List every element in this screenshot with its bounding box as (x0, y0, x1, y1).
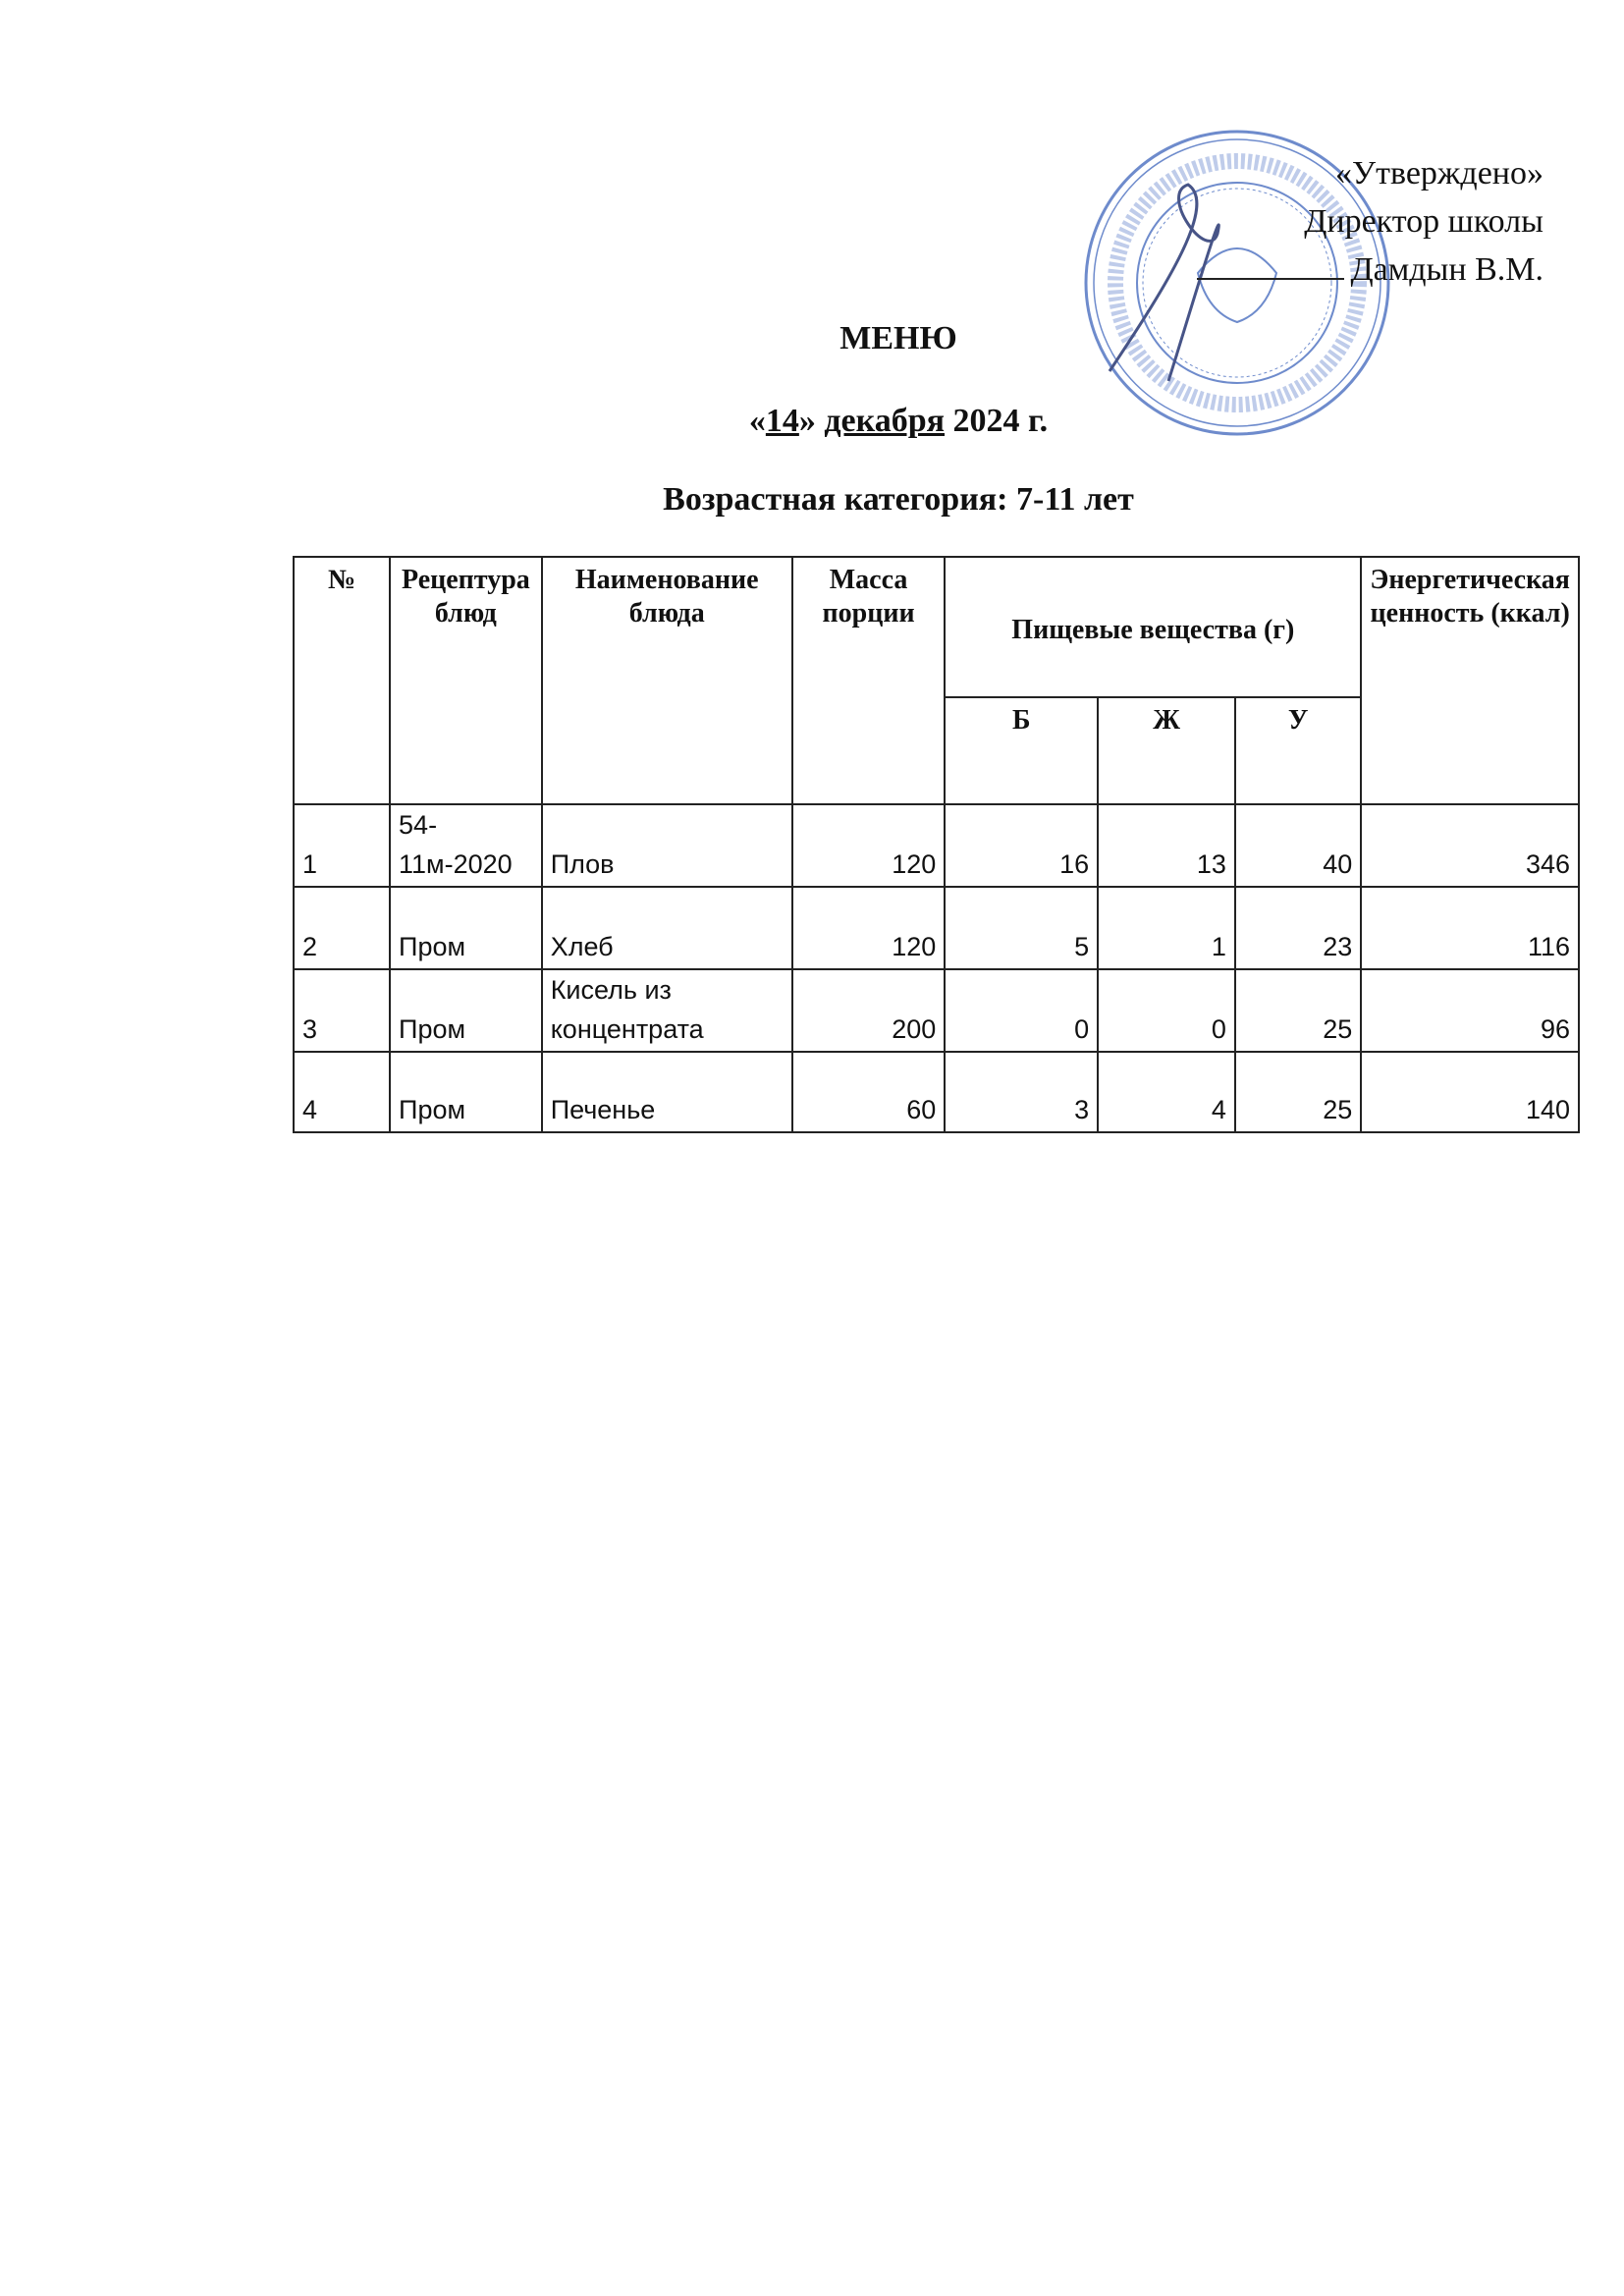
header-carbs: У (1235, 697, 1361, 804)
director-name: Дамдын В.М. (1350, 251, 1543, 288)
portion-mass: 120 (792, 887, 946, 969)
table-row (294, 1052, 1579, 1132)
protein: 0 (945, 969, 1098, 1052)
menu-date: «14» декабря 2024 г. (748, 403, 1049, 439)
carbs: 23 (1235, 887, 1361, 969)
header-num: № (294, 557, 390, 804)
row-number: 2 (294, 887, 390, 969)
row-number: 3 (294, 969, 390, 1052)
header-protein: Б (945, 697, 1098, 804)
carbs: 25 (1235, 1052, 1361, 1132)
table-row (294, 804, 1579, 887)
fat: 0 (1098, 969, 1235, 1052)
portion-mass: 120 (792, 804, 946, 887)
approval-position: Директор школы (1304, 203, 1543, 240)
carbs: 25 (1235, 969, 1361, 1052)
header-name: Наименование блюда (542, 557, 792, 804)
dish-name: Хлеб (542, 887, 792, 969)
fat: 13 (1098, 804, 1235, 887)
recipe-code: Пром (390, 969, 542, 1052)
portion-mass: 200 (792, 969, 946, 1052)
table-row (294, 887, 1579, 969)
approval-signatory (1197, 246, 1543, 294)
portion-mass: 60 (792, 1052, 946, 1132)
dish-name: Кисель из концентрата (542, 969, 792, 1052)
header-fat: Ж (1098, 697, 1235, 804)
dish-name: Плов (542, 804, 792, 887)
protein: 3 (945, 1052, 1098, 1132)
dish-name: Печенье (542, 1052, 792, 1132)
approval-block (1197, 149, 1543, 294)
fat: 1 (1098, 887, 1235, 969)
recipe-code: Пром (390, 887, 542, 969)
header-mass: Масса порции (792, 557, 946, 804)
row-number: 4 (294, 1052, 390, 1132)
document-title: МЕНЮ (839, 320, 957, 356)
protein: 16 (945, 804, 1098, 887)
recipe-code: 54-11м-2020 (390, 804, 542, 887)
energy-value: 346 (1361, 804, 1579, 887)
signature-line (1197, 278, 1344, 280)
menu-table (293, 556, 1580, 1133)
carbs: 40 (1235, 804, 1361, 887)
header-recipe: Рецептура блюд (390, 557, 542, 804)
header-energy: Энергетическая ценность (ккал) (1361, 557, 1579, 804)
header-nutrients: Пищевые вещества (г) (945, 557, 1361, 697)
recipe-code: Пром (390, 1052, 542, 1132)
row-number: 1 (294, 804, 390, 887)
age-category: Возрастная категория: 7-11 лет (663, 481, 1134, 518)
energy-value: 96 (1361, 969, 1579, 1052)
fat: 4 (1098, 1052, 1235, 1132)
protein: 5 (945, 887, 1098, 969)
table-row (294, 969, 1579, 1052)
energy-value: 140 (1361, 1052, 1579, 1132)
energy-value: 116 (1361, 887, 1579, 969)
approval-status: «Утверждено» (1335, 155, 1543, 191)
